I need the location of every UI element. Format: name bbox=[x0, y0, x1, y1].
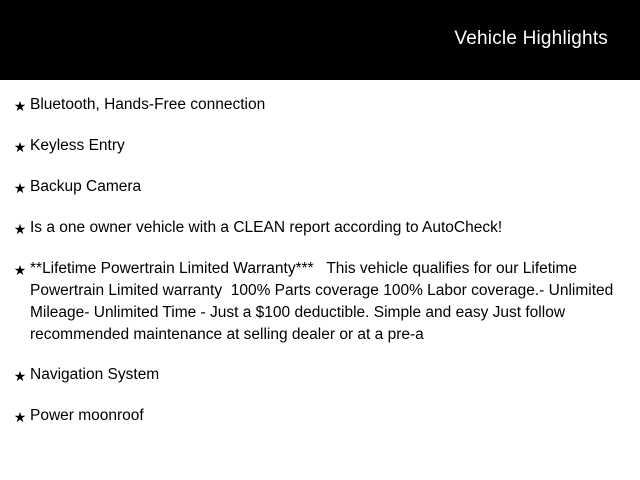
star-icon: ★ bbox=[13, 368, 27, 384]
list-item bbox=[10, 258, 622, 346]
star-icon: ★ bbox=[13, 98, 27, 114]
star-icon: ★ bbox=[13, 139, 27, 155]
list-item-label: Power moonroof bbox=[30, 407, 144, 424]
list-item bbox=[10, 94, 622, 117]
header-bar bbox=[0, 0, 640, 80]
page-title: Vehicle Highlights bbox=[454, 28, 608, 49]
list-item bbox=[10, 364, 622, 387]
star-icon: ★ bbox=[13, 409, 27, 425]
star-icon: ★ bbox=[13, 221, 27, 237]
list-item-label: Keyless Entry bbox=[30, 137, 125, 154]
highlights-list bbox=[0, 80, 640, 428]
list-item-label: Bluetooth, Hands-Free connection bbox=[30, 96, 266, 113]
star-icon: ★ bbox=[13, 180, 27, 196]
list-item-label: Is a one owner vehicle with a CLEAN report according to AutoCheck! bbox=[30, 219, 503, 236]
list-item-label: Backup Camera bbox=[30, 178, 142, 195]
star-icon: ★ bbox=[13, 262, 27, 278]
list-item bbox=[10, 405, 622, 428]
list-item-label: Navigation System bbox=[30, 366, 160, 383]
list-item bbox=[10, 176, 622, 199]
list-item-label: **Lifetime Powertrain Limited Warranty*** This vehicle qualifies for our Lifetime Powertrain Limited warranty 100% Parts coverage 100% Labor coverage.- Unlimited Mileage- Unlimited Time - Just a $100 deductible. Simple and easy Just follow recommended maintenance at selling dealer or at a pre-a bbox=[30, 260, 618, 343]
list-item bbox=[10, 217, 622, 240]
list-item bbox=[10, 135, 622, 158]
